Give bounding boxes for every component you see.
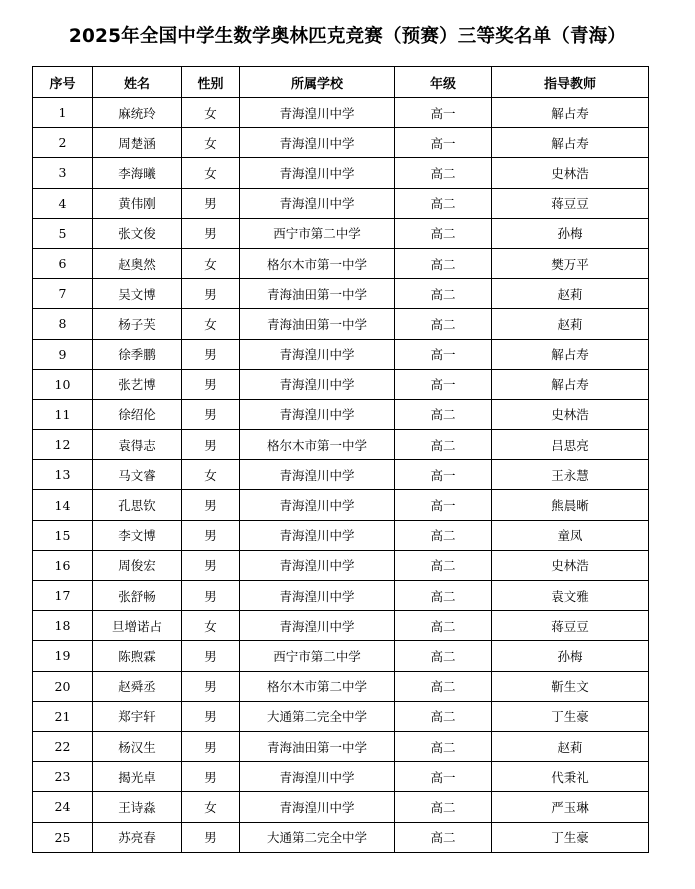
table-row — [33, 399, 649, 429]
cell-index: 14 — [33, 490, 93, 520]
cell-index: 4 — [33, 188, 93, 218]
cell-grade: 高二 — [395, 731, 492, 761]
cell-grade: 高二 — [395, 279, 492, 309]
cell-index: 11 — [33, 399, 93, 429]
cell-index: 19 — [33, 641, 93, 671]
table-row — [33, 279, 649, 309]
cell-grade: 高二 — [395, 822, 492, 852]
table-row — [33, 188, 649, 218]
cell-name: 吴文博 — [93, 279, 182, 309]
cell-teacher: 丁生豪 — [492, 701, 649, 731]
cell-name: 苏亮春 — [93, 822, 182, 852]
cell-index: 22 — [33, 731, 93, 761]
cell-grade: 高二 — [395, 792, 492, 822]
table-row — [33, 822, 649, 852]
cell-gender: 男 — [182, 520, 240, 550]
cell-school: 青海湟川中学 — [240, 98, 395, 128]
cell-school: 青海湟川中学 — [240, 158, 395, 188]
cell-grade: 高二 — [395, 550, 492, 580]
cell-name: 徐绍伦 — [93, 399, 182, 429]
table-row — [33, 339, 649, 369]
cell-teacher: 樊万平 — [492, 248, 649, 278]
cell-teacher: 吕思亮 — [492, 430, 649, 460]
cell-name: 赵奥然 — [93, 248, 182, 278]
cell-name: 张舒畅 — [93, 581, 182, 611]
table-row — [33, 520, 649, 550]
table-row — [33, 218, 649, 248]
table-row — [33, 671, 649, 701]
cell-school: 西宁市第二中学 — [240, 641, 395, 671]
cell-grade: 高一 — [395, 460, 492, 490]
cell-grade: 高一 — [395, 98, 492, 128]
cell-school: 大通第二完全中学 — [240, 701, 395, 731]
cell-gender: 男 — [182, 490, 240, 520]
cell-grade: 高二 — [395, 430, 492, 460]
cell-teacher: 丁生豪 — [492, 822, 649, 852]
cell-gender: 女 — [182, 248, 240, 278]
cell-index: 17 — [33, 581, 93, 611]
cell-teacher: 赵莉 — [492, 731, 649, 761]
header-school: 所属学校 — [240, 67, 395, 98]
table-row — [33, 98, 649, 128]
table-row — [33, 701, 649, 731]
cell-index: 13 — [33, 460, 93, 490]
cell-gender: 男 — [182, 701, 240, 731]
cell-teacher: 蒋豆豆 — [492, 188, 649, 218]
cell-name: 李文博 — [93, 520, 182, 550]
table-row — [33, 490, 649, 520]
cell-teacher: 解占寿 — [492, 339, 649, 369]
cell-school: 青海湟川中学 — [240, 188, 395, 218]
table-row — [33, 762, 649, 792]
cell-teacher: 代秉礼 — [492, 762, 649, 792]
cell-teacher: 童凤 — [492, 520, 649, 550]
cell-grade: 高二 — [395, 671, 492, 701]
cell-gender: 男 — [182, 731, 240, 761]
cell-gender: 男 — [182, 822, 240, 852]
cell-school: 格尔木市第二中学 — [240, 671, 395, 701]
cell-school: 青海湟川中学 — [240, 792, 395, 822]
cell-school: 青海湟川中学 — [240, 762, 395, 792]
table-row — [33, 128, 649, 158]
cell-teacher: 史林浩 — [492, 399, 649, 429]
cell-gender: 男 — [182, 369, 240, 399]
cell-name: 马文睿 — [93, 460, 182, 490]
table-row — [33, 792, 649, 822]
cell-name: 张艺博 — [93, 369, 182, 399]
cell-school: 格尔木市第一中学 — [240, 248, 395, 278]
cell-name: 孔思钦 — [93, 490, 182, 520]
cell-grade: 高二 — [395, 158, 492, 188]
table-row — [33, 248, 649, 278]
cell-index: 9 — [33, 339, 93, 369]
cell-gender: 男 — [182, 671, 240, 701]
cell-teacher: 赵莉 — [492, 279, 649, 309]
cell-name: 杨汉生 — [93, 731, 182, 761]
cell-gender: 男 — [182, 762, 240, 792]
cell-index: 23 — [33, 762, 93, 792]
table-body — [33, 98, 649, 853]
cell-gender: 女 — [182, 460, 240, 490]
cell-school: 青海湟川中学 — [240, 520, 395, 550]
cell-teacher: 史林浩 — [492, 158, 649, 188]
cell-name: 徐季鹏 — [93, 339, 182, 369]
cell-gender: 男 — [182, 581, 240, 611]
cell-grade: 高一 — [395, 490, 492, 520]
cell-gender: 女 — [182, 611, 240, 641]
cell-school: 青海湟川中学 — [240, 611, 395, 641]
cell-grade: 高二 — [395, 581, 492, 611]
cell-grade: 高二 — [395, 188, 492, 218]
table-row — [33, 550, 649, 580]
cell-grade: 高二 — [395, 701, 492, 731]
cell-index: 15 — [33, 520, 93, 550]
cell-grade: 高二 — [395, 611, 492, 641]
cell-index: 24 — [33, 792, 93, 822]
cell-teacher: 蒋豆豆 — [492, 611, 649, 641]
header-teacher: 指导教师 — [492, 67, 649, 98]
table-row — [33, 158, 649, 188]
cell-name: 周楚涵 — [93, 128, 182, 158]
cell-gender: 女 — [182, 128, 240, 158]
cell-name: 杨子芙 — [93, 309, 182, 339]
cell-index: 12 — [33, 430, 93, 460]
cell-gender: 女 — [182, 98, 240, 128]
cell-name: 赵舜丞 — [93, 671, 182, 701]
cell-grade: 高一 — [395, 128, 492, 158]
header-grade: 年级 — [395, 67, 492, 98]
cell-school: 青海湟川中学 — [240, 550, 395, 580]
cell-gender: 女 — [182, 792, 240, 822]
cell-school: 青海油田第一中学 — [240, 279, 395, 309]
cell-index: 10 — [33, 369, 93, 399]
cell-grade: 高二 — [395, 399, 492, 429]
cell-teacher: 解占寿 — [492, 128, 649, 158]
cell-school: 西宁市第二中学 — [240, 218, 395, 248]
cell-grade: 高一 — [395, 762, 492, 792]
cell-gender: 男 — [182, 550, 240, 580]
cell-index: 1 — [33, 98, 93, 128]
cell-grade: 高二 — [395, 309, 492, 339]
cell-index: 21 — [33, 701, 93, 731]
cell-teacher: 熊晨晰 — [492, 490, 649, 520]
page-title: 2025年全国中学生数学奥林匹克竞赛（预赛）三等奖名单（青海） — [68, 26, 627, 47]
cell-name: 李海曦 — [93, 158, 182, 188]
cell-name: 郑宇轩 — [93, 701, 182, 731]
cell-index: 8 — [33, 309, 93, 339]
header-index: 序号 — [33, 67, 93, 98]
cell-index: 18 — [33, 611, 93, 641]
cell-teacher: 赵莉 — [492, 309, 649, 339]
cell-teacher: 史林浩 — [492, 550, 649, 580]
cell-name: 陈煦霖 — [93, 641, 182, 671]
cell-grade: 高二 — [395, 520, 492, 550]
cell-teacher: 孙梅 — [492, 218, 649, 248]
cell-school: 格尔木市第一中学 — [240, 430, 395, 460]
cell-teacher: 王永慧 — [492, 460, 649, 490]
cell-index: 3 — [33, 158, 93, 188]
table-row — [33, 641, 649, 671]
cell-grade: 高一 — [395, 369, 492, 399]
cell-index: 20 — [33, 671, 93, 701]
cell-gender: 男 — [182, 339, 240, 369]
cell-name: 周俊宏 — [93, 550, 182, 580]
cell-name: 王诗淼 — [93, 792, 182, 822]
award-table — [32, 66, 649, 853]
cell-school: 青海油田第一中学 — [240, 731, 395, 761]
cell-gender: 男 — [182, 430, 240, 460]
cell-grade: 高二 — [395, 218, 492, 248]
table-header-row — [33, 67, 649, 98]
cell-gender: 女 — [182, 158, 240, 188]
table-row — [33, 309, 649, 339]
table-row — [33, 731, 649, 761]
cell-gender: 男 — [182, 188, 240, 218]
cell-name: 揭光卓 — [93, 762, 182, 792]
cell-name: 袁得志 — [93, 430, 182, 460]
cell-school: 青海湟川中学 — [240, 339, 395, 369]
cell-gender: 男 — [182, 641, 240, 671]
cell-index: 2 — [33, 128, 93, 158]
cell-index: 16 — [33, 550, 93, 580]
cell-grade: 高二 — [395, 248, 492, 278]
cell-index: 7 — [33, 279, 93, 309]
cell-school: 青海湟川中学 — [240, 460, 395, 490]
table-row — [33, 369, 649, 399]
header-gender: 性别 — [182, 67, 240, 98]
cell-teacher: 靳生文 — [492, 671, 649, 701]
cell-teacher: 解占寿 — [492, 98, 649, 128]
cell-school: 大通第二完全中学 — [240, 822, 395, 852]
cell-name: 张文俊 — [93, 218, 182, 248]
cell-gender: 男 — [182, 279, 240, 309]
cell-gender: 男 — [182, 218, 240, 248]
table-row — [33, 611, 649, 641]
cell-name: 旦增诺占 — [93, 611, 182, 641]
cell-school: 青海湟川中学 — [240, 369, 395, 399]
cell-name: 黄伟刚 — [93, 188, 182, 218]
cell-index: 25 — [33, 822, 93, 852]
table-row — [33, 581, 649, 611]
cell-school: 青海湟川中学 — [240, 399, 395, 429]
cell-index: 5 — [33, 218, 93, 248]
cell-gender: 女 — [182, 309, 240, 339]
cell-teacher: 严玉琳 — [492, 792, 649, 822]
cell-grade: 高二 — [395, 641, 492, 671]
cell-school: 青海湟川中学 — [240, 490, 395, 520]
cell-name: 麻统玲 — [93, 98, 182, 128]
table-row — [33, 460, 649, 490]
cell-index: 6 — [33, 248, 93, 278]
cell-teacher: 孙梅 — [492, 641, 649, 671]
table-row — [33, 430, 649, 460]
cell-school: 青海油田第一中学 — [240, 309, 395, 339]
cell-teacher: 袁文雅 — [492, 581, 649, 611]
header-name: 姓名 — [93, 67, 182, 98]
cell-grade: 高一 — [395, 339, 492, 369]
cell-teacher: 解占寿 — [492, 369, 649, 399]
cell-gender: 男 — [182, 399, 240, 429]
cell-school: 青海湟川中学 — [240, 581, 395, 611]
cell-school: 青海湟川中学 — [240, 128, 395, 158]
